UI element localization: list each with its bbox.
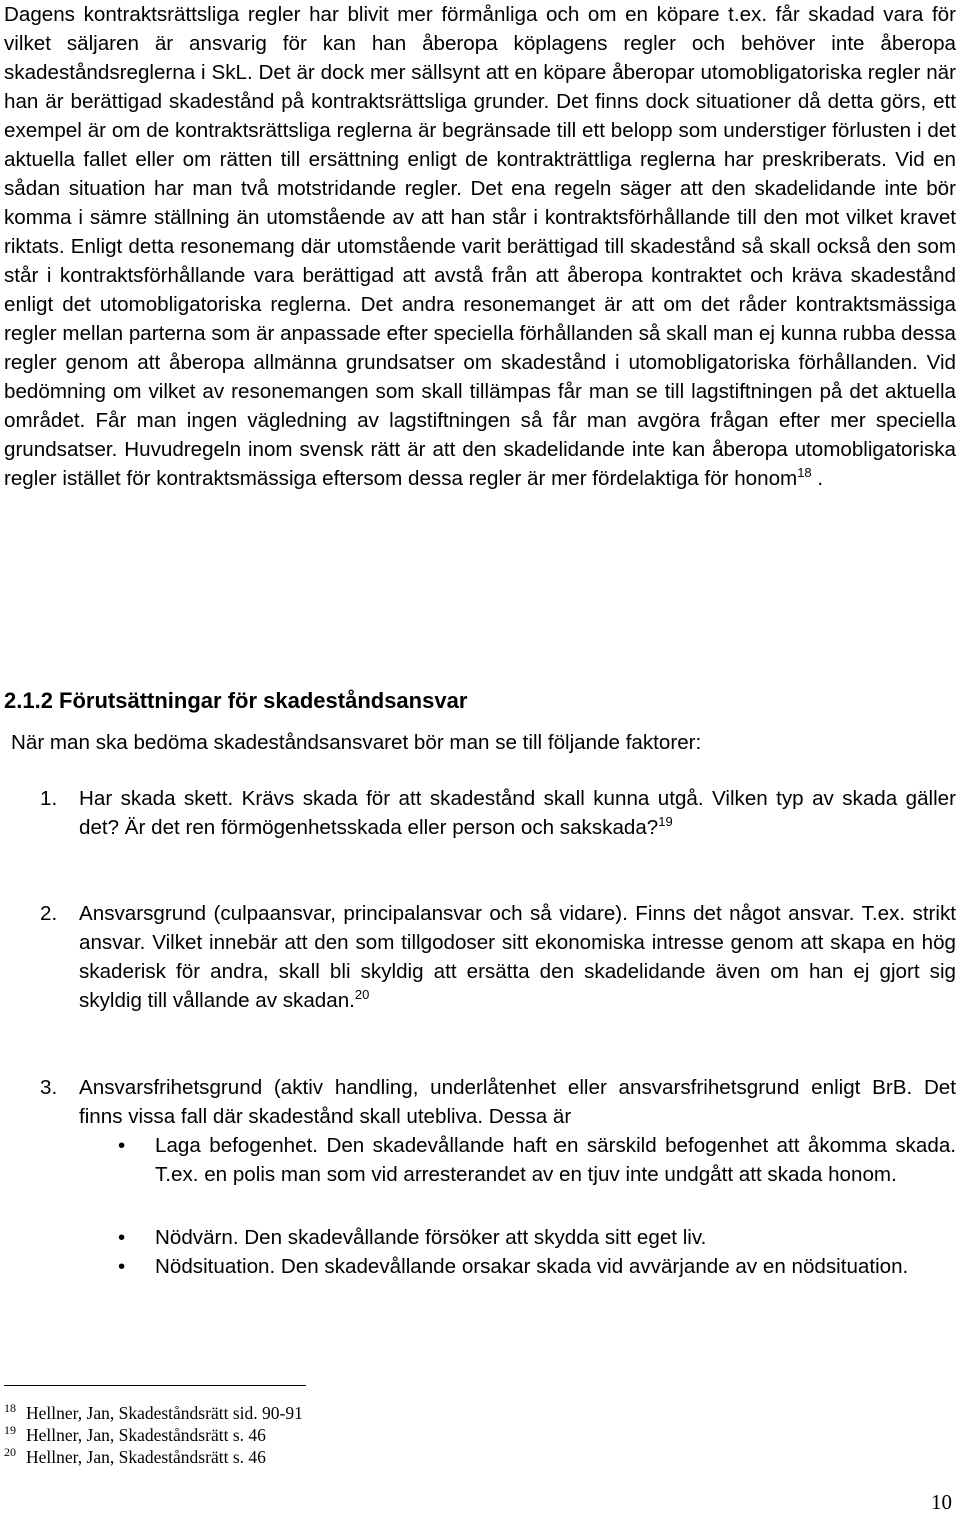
list-number: 2.	[40, 902, 58, 925]
footnote-text: Hellner, Jan, Skadeståndsrätt s. 46	[26, 1425, 266, 1445]
list-item-2	[40, 899, 956, 1015]
bullet-item-laga-befogenhet	[118, 1131, 956, 1189]
body-paragraph-text: Dagens kontraktsrättsliga regler har blivit mer förmånliga och om en köpare t.ex. får skadad vara för vilket säljaren är ansvarig för kan han åberopa köplagens regler och behöver inte åberopa skadeståndsreglerna i SkL. Det är dock mer sällsynt att en köpare åberopar utomobligatoriska regler när han är berättigad skadestånd på kontraktsrättsliga grunder. Det finns dock situationer då detta görs, ett exempel är om de kontraktsrättsliga reglerna är begränsade till ett belopp som understiger förlusten i det aktuella fallet eller om rätten till ersättning enligt de kontrakträttliga reglerna har preskriberats. Vid en sådan situation har man två motstridande regler. Det ena regeln säger att den skadelidande inte bör komma i sämre ställning än utomstående av att han står i kontraktsförhållande till den mot vilket kravet riktats. Enligt detta resonemang där utomstående varit berättigad till skadestånd så skall också den som står i kontraktsförhållande vara berättigad att avstå från att åberopa kontraktet och kräva skadestånd enligt det utomobligatoriska reglerna. Det andra resonemanget är att om det råder kontraktsmässiga regler mellan parterna som är anpassade efter speciella förhållanden så skall man ej kunna rubba dessa regler genom att åberopa allmänna grundsatser om skadestånd i utomobligatoriska förhållanden. Vid bedömning om vilket av resonemangen som skall tillämpas får man se till lagstiftningen på det aktuella området. Får man ingen vägledning av lagstiftningen så får man avgöra frågan efter mer speciella grundsatser. Huvudregeln inom svensk rätt är att den skadelidande inte kan åberopa utomobligatoriska regler istället för kontraktsmässiga eftersom dessa regler är mer fördelaktiga för honom	[4, 3, 956, 490]
footnote-text: Hellner, Jan, Skadeståndsrätt sid. 90-91	[26, 1403, 303, 1423]
footnote-ref-19[interactable]: 19	[658, 814, 673, 830]
list-item-1	[40, 784, 956, 842]
list-item-3	[40, 1073, 956, 1131]
bullet-text: Nödvärn. Den skadevållande försöker att skydda sitt eget liv.	[155, 1226, 707, 1249]
bullet-icon: •	[118, 1226, 126, 1249]
list-number: 1.	[40, 787, 58, 810]
footnote-text: Hellner, Jan, Skadeståndsrätt s. 46	[26, 1447, 266, 1467]
section-intro: När man ska bedöma skadeståndsansvaret bör man se till följande faktorer:	[11, 731, 702, 754]
footnote-ref-18[interactable]: 18	[797, 465, 812, 481]
list-number: 3.	[40, 1076, 58, 1099]
footnote-20: 20 Hellner, Jan, Skadeståndsrätt s. 46	[4, 1445, 266, 1467]
bullet-icon: •	[118, 1134, 126, 1157]
bullet-item-nodsituation	[118, 1252, 956, 1281]
footnote-divider	[4, 1385, 306, 1386]
page-number: 10	[931, 1490, 952, 1514]
list-item-text: Ansvarsfrihetsgrund (aktiv handling, underlåtenhet eller ansvarsfrihetsgrund enligt BrB. Det finns vissa fall där skadestånd skall utebliva. Dessa är	[79, 1076, 956, 1128]
bullet-item-nodvarn	[118, 1223, 956, 1252]
bullet-text: Nödsituation. Den skadevållande orsakar skada vid avvärjande av en nödsituation.	[155, 1255, 909, 1278]
body-paragraph	[4, 0, 956, 493]
list-item-text: Har skada skett. Krävs skada för att skadestånd skall kunna utgå. Vilken typ av skada gäller det? Är det ren förmögenhetsskada eller person och sakskada?	[79, 787, 956, 839]
footnote-18: 18 Hellner, Jan, Skadeståndsrätt sid. 90-91	[4, 1401, 303, 1423]
list-item-text: Ansvarsgrund (culpaansvar, principalansvar och så vidare). Finns det något ansvar. T.ex. strikt ansvar. Vilket innebär att den som tillgodoser sitt ekonomiska intresse genom att skapa en hög skaderisk för andra, skall bli skyldig att ersätta den skadelidande även om han ej gjort sig skyldig till vållande av skadan.	[79, 902, 956, 1012]
footnote-ref-20[interactable]: 20	[354, 987, 370, 1003]
bullet-text: Laga befogenhet. Den skadevållande haft en särskild befogenhet att åkomma skada. T.ex. en polis man som vid arresterandet av en tjuv inte undgått att skada honom.	[155, 1134, 956, 1186]
body-paragraph-end: .	[811, 467, 824, 490]
section-heading: 2.1.2 Förutsättningar för skadeståndsansvar	[4, 688, 468, 713]
bullet-icon: •	[118, 1255, 126, 1278]
footnote-19: 19 Hellner, Jan, Skadeståndsrätt s. 46	[4, 1423, 266, 1445]
